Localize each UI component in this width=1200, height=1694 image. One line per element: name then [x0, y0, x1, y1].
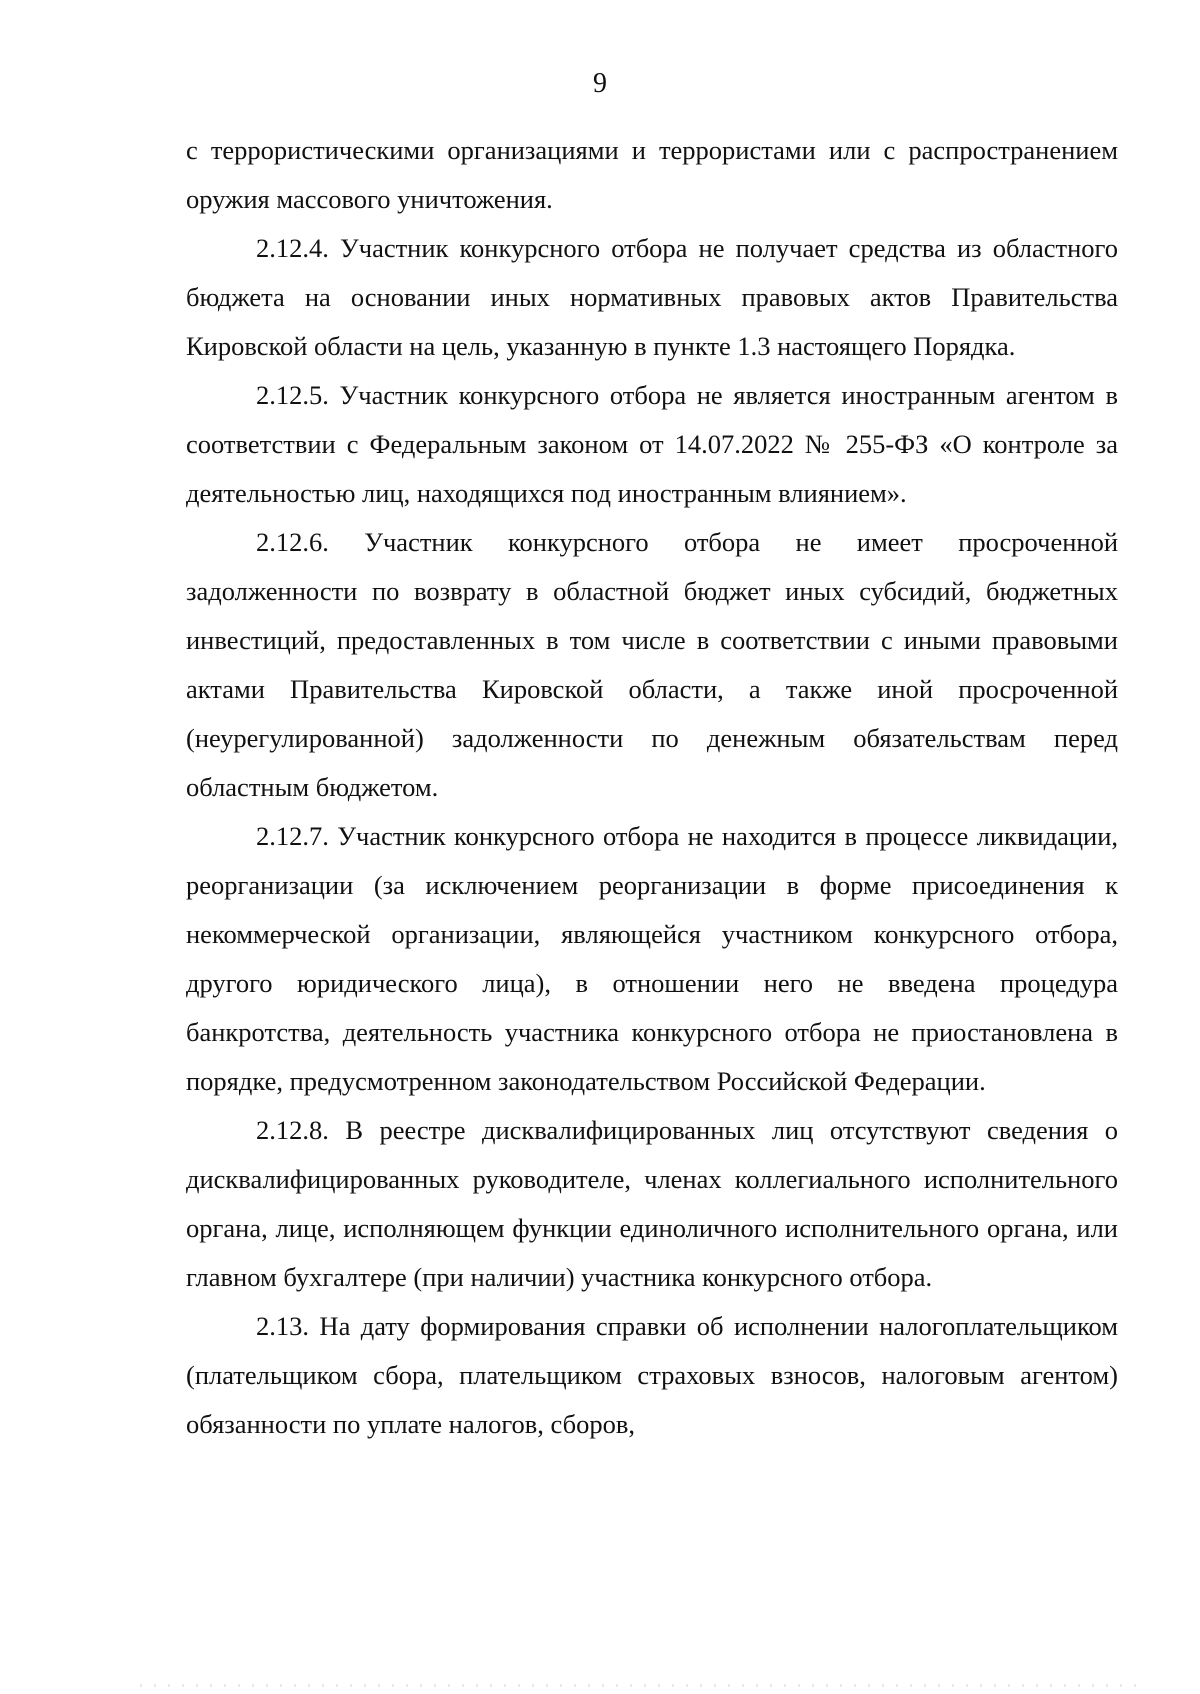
page-number: 9: [593, 68, 607, 99]
paragraph-2-12-6: 2.12.6. Участник конкурсного отбора не имеет просроченной задолженности по возврату в областной бюджет иных субсидий, бюджетных инвестиций, предоставленных в том числе в соответствии с иными правовыми актами Правительства Кировской области, а также иной просроченной (неурегулированной) задолженности по денежным обязательствам перед областным бюджетом.: [186, 527, 1118, 802]
paragraph-2-12-7: 2.12.7. Участник конкурсного отбора не находится в процессе ликвидации, реорганизации (за исключением реорганизации в форме присоединения к некоммерческой организации, являющейся участником конкурсного отбора, другого юридического лица), в отношении него не введена процедура банкротства, деятельность участника конкурсного отбора не приостановлена в порядке, предусмотренном законодательством Российской Федерации.: [186, 821, 1118, 1096]
document-body: [186, 126, 1118, 1449]
paragraph-2-13: 2.13. На дату формирования справки об исполнении налогоплательщиком (плательщиком сбора, плательщиком страховых взносов, налоговым агентом) обязанности по уплате налогов, сборов,: [186, 1311, 1118, 1439]
scan-edge-noise: [140, 1684, 1140, 1687]
paragraph-2-12-4: 2.12.4. Участник конкурсного отбора не получает средства из областного бюджета на основании иных нормативных правовых актов Правительства Кировской области на цель, указанную в пункте 1.3 настоящего Порядка.: [186, 233, 1118, 361]
paragraph-2-12-8: 2.12.8. В реестре дисквалифицированных лиц отсутствуют сведения о дисквалифицированных руководителе, членах коллегиального исполнительного органа, лице, исполняющем функции единоличного исполнительного органа, или главном бухгалтере (при наличии) участника конкурсного отбора.: [186, 1115, 1118, 1292]
paragraph-continuation: с террористическими организациями и террористами или с распространением оружия массового уничтожения.: [186, 135, 1118, 214]
paragraph-2-12-5: 2.12.5. Участник конкурсного отбора не является иностранным агентом в соответствии с Федеральным законом от 14.07.2022 № 255-ФЗ «О контроле за деятельностью лиц, находящихся под иностранным влиянием».: [186, 380, 1118, 508]
